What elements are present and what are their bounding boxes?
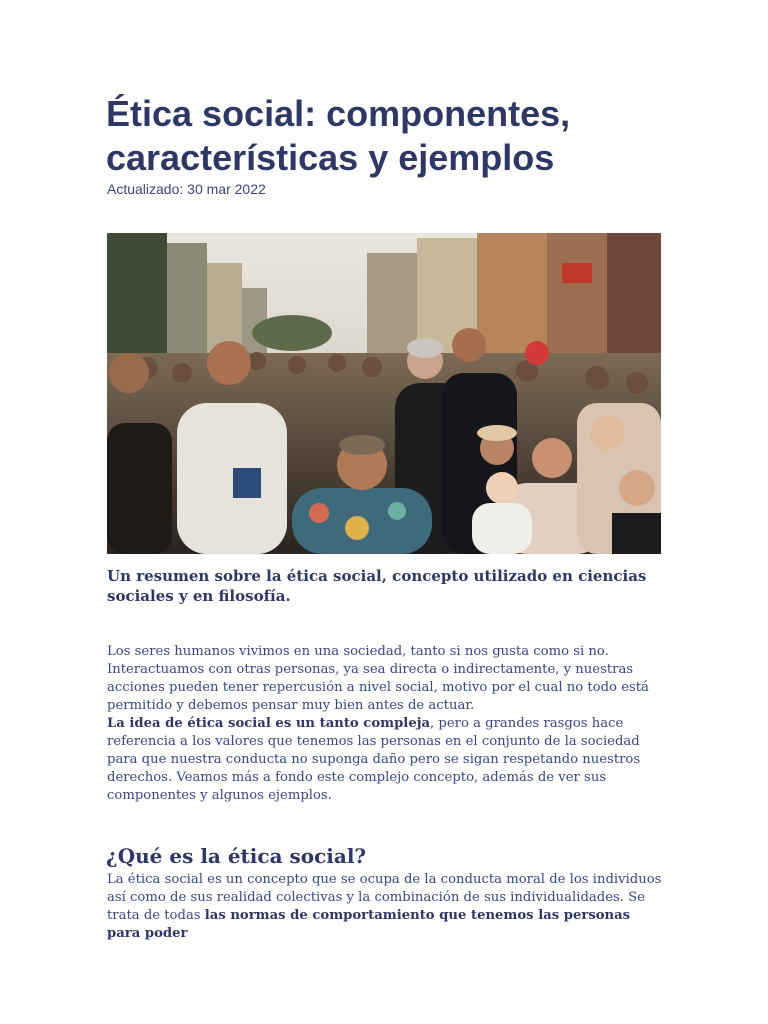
paragraph-definition-summary xyxy=(107,715,667,805)
paragraph-bold-phrase: La idea de ética social es un tanto compleja xyxy=(107,716,431,731)
hero-image-crowd xyxy=(107,233,661,554)
updated-date: Actualizado: 30 mar 2022 xyxy=(107,181,266,197)
paragraph-intro: Los seres humanos vivimos en una sociedad, tanto si nos gusta como si no. Interactuamos con otras personas, ya sea directa o indirectamente, y nuestras acciones pueden tener repercusión a nivel social, motivo por el cual no todo está permitido y debemos pensar muy bien antes de actuar. xyxy=(107,644,649,713)
page-title: Ética social: componentes, características y ejemplos xyxy=(106,93,571,178)
section-heading: ¿Qué es la ética social? xyxy=(106,844,367,868)
paragraph-text: La ética social es un concepto que se ocupa de la conducta moral de los individuos así como de sus realidad colectivas y la combinación de sus individualidades. Se trata de todas xyxy=(107,872,662,923)
paragraph-text: , pero a grandes rasgos hace referencia a los valores que tenemos las personas en el conjunto de la sociedad para que nuestra conducta no suponga daño pero se sigan respetando nuestros derechos. Veamos más a fondo este complejo concepto, además de ver sus componentes y algunos ejemplos. xyxy=(107,716,641,803)
paragraph-section-body xyxy=(107,871,667,943)
article-lead: Un resumen sobre la ética social, concepto utilizado en ciencias sociales y en filosofía. xyxy=(107,567,647,605)
paragraph-bold-phrase: las normas de comportamiento que tenemos las personas para poder xyxy=(107,908,631,941)
